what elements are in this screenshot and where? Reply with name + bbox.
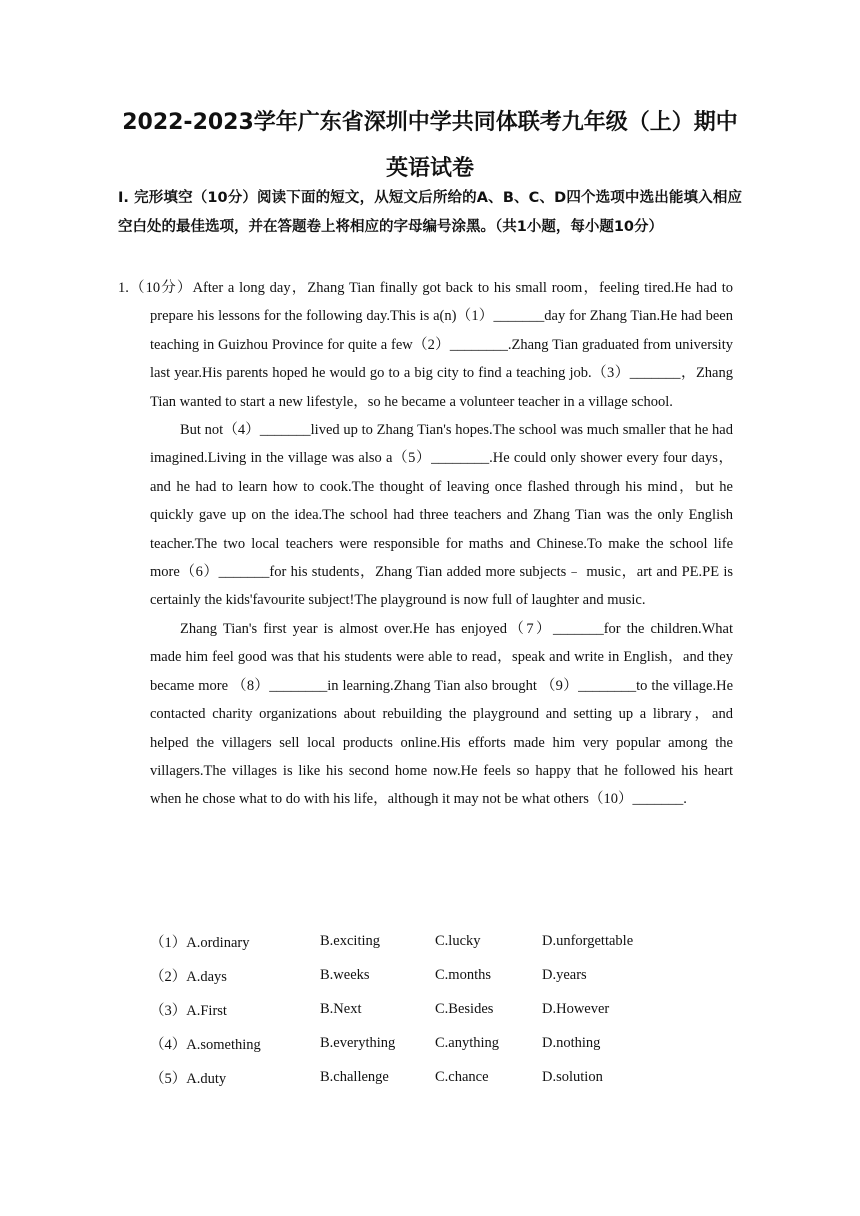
option-b: B.weeks: [320, 966, 370, 983]
option-d: D.unforgettable: [542, 932, 634, 949]
option-d: D.However: [542, 1000, 610, 1017]
option-row: [150, 1060, 750, 1094]
option-b: B.Next: [320, 1000, 362, 1017]
option-c: C.anything: [435, 1034, 500, 1051]
option-b: B.challenge: [320, 1068, 389, 1085]
option-b: B.everything: [320, 1034, 396, 1051]
option-c: C.Besides: [435, 1000, 494, 1017]
option-a: （3）A.First: [150, 1002, 227, 1019]
option-row: [150, 992, 750, 1026]
question-paragraph-3: Zhang Tian's first year is almost over.He has enjoyed（7）_______for the children.What made him feel good was that his students were able to read，speak and write in English，and they became more （8）________in learning.Zhang Tian also brought （9）________to the village.He contacted charity organizations about rebuilding the playground and setting up a library，and helped the villagers sell local products online.His efforts made him very popular among the villagers.The villages is like his second home now.He feels so happy that he followed his heart when he chose what to do with his life，although it may not be what others（10）_______.: [150, 620, 733, 808]
option-a: （1）A.ordinary: [150, 934, 250, 951]
option-d: D.solution: [542, 1068, 603, 1085]
question-paragraph-1: 1.（10分）After a long day，Zhang Tian finally got back to his small room，feeling tired.He had to prepare his lessons for the following day.This is a(n)（1）_______day for Zhang Tian.He had been teaching in Guizhou Province for quite a few（2）________.Zhang Tian graduated from university last year.His parents hoped he would go to a big city to find a teaching job.（3）_______，Zhang Tian wanted to start a new lifestyle，so he became a volunteer teacher in a village school.: [118, 280, 733, 410]
option-a: （2）A.days: [150, 968, 227, 985]
option-d: D.years: [542, 966, 587, 983]
option-c: C.months: [435, 966, 491, 983]
option-row: [150, 1026, 750, 1060]
option-row: [150, 958, 750, 992]
question-paragraph-2: But not（4）_______lived up to Zhang Tian's hopes.The school was much smaller that he had imagined.Living in the village was also a（5）________.He could only shower every four days，and he had to learn how to cook.The thought of leaving once flashed through his mind，but he quickly gave up on the idea.The school had three teachers and Zhang Tian was the only English teacher.The two local teachers were responsible for maths and Chinese.To make the school life more（6）_______for his students，Zhang Tian added more subjects﹣ music，art and PE.PE is certainly the kids'favourite subject!The playground is now full of laughter and music.: [150, 422, 733, 609]
option-a: （5）A.duty: [150, 1070, 227, 1087]
option-c: C.chance: [435, 1068, 489, 1085]
options-table: [150, 924, 750, 1094]
page-title: 2022-2023学年广东省深圳中学共同体联考九年级（上）期中英语试卷: [122, 110, 738, 181]
option-b: B.exciting: [320, 932, 381, 949]
option-a: （4）A.something: [150, 1036, 261, 1053]
section-heading: I. 完形填空（10分）阅读下面的短文，从短文后所给的A、B、C、D四个选项中选出能填入相应空白处的最佳选项，并在答题卷上将相应的字母编号涂黑。（共1小题，每小题10分）: [118, 190, 742, 235]
option-d: D.nothing: [542, 1034, 601, 1051]
option-c: C.lucky: [435, 932, 481, 949]
cloze-question: [118, 274, 733, 814]
option-row: [150, 924, 750, 958]
